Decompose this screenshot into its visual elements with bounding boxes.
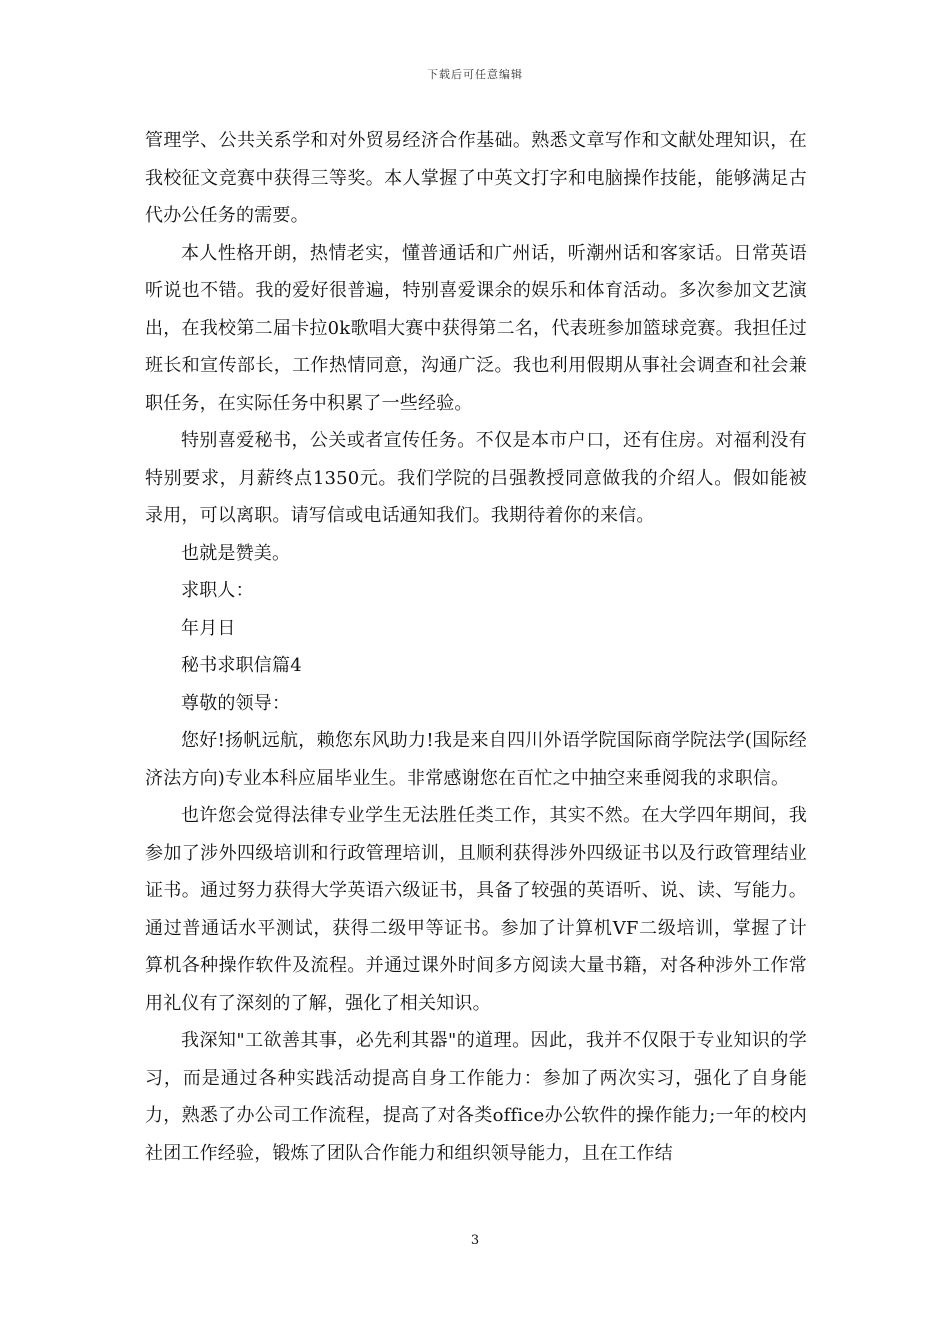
page-header: 下载后可任意编辑 — [427, 68, 523, 81]
paragraph: 也许您会觉得法律专业学生无法胜任类工作，其实不然。在大学四年期间，我参加了涉外四级培训和行政管理培训，且顺利获得涉外四级证书以及行政管理结业证书。通过努力获得大学英语六级证书，具备了较强的英语听、说、读、写能力。通过普通话水平测试，获得二级甲等证书。参加了计算机VF二级培训，掌握了计算机各种操作软件及流程。并通过课外时间多方阅读大量书籍，对各种涉外工作常用礼仪有了深刻的了解，强化了相关知识。 — [145, 805, 807, 1014]
paragraph: 本人性格开朗，热情老实，懂普通话和广州话，听潮州话和客家话。日常英语听说也不错。我的爱好很普遍，特别喜爱课余的娱乐和体育活动。多次参加文艺演出，在我校第二届卡拉0k歌唱大赛中获得第二名，代表班参加篮球竞赛。我担任过班长和宣传部长，工作热情同意，沟通广泛。我也利用假期从事社会调查和社会兼职任务，在实际任务中积累了一些经验。 — [145, 242, 807, 414]
paragraph: 我深知"工欲善其事，必先利其器"的道理。因此，我并不仅限于专业知识的学习，而是通过各种实践活动提高自身工作能力：参加了两次实习，强化了自身能力，熟悉了办公司工作流程，提高了对各类office办公软件的操作能力;一年的校内社团工作经验，锻炼了团队合作能力和组织领导能力，且在工作结 — [145, 1030, 807, 1164]
paragraph: 您好!扬帆远航，赖您东风助力!我是来自四川外语学院国际商学院法学(国际经济法方向)专业本科应届毕业生。非常感谢您在百忙之中抽空来垂阅我的求职信。 — [145, 730, 807, 789]
paragraph: 年月日 — [181, 617, 236, 639]
section-title: 秘书求职信篇4 — [181, 655, 302, 676]
document-body — [145, 122, 807, 1172]
page-number: 3 — [470, 1233, 480, 1248]
salutation: 尊敬的领导： — [181, 692, 291, 714]
paragraph: 管理学、公共关系学和对外贸易经济合作基础。熟悉文章写作和文献处理知识，在我校征文竞赛中获得三等奖。本人掌握了中英文打字和电脑操作技能，能够满足古代办公任务的需要。 — [145, 130, 807, 226]
paragraph: 特别喜爱秘书，公关或者宣传任务。不仅是本市户口，还有住房。对福利没有特别要求，月薪终点1350元。我们学院的吕强教授同意做我的介绍人。假如能被录用，可以离职。请写信或电话通知我们。我期待着你的来信。 — [145, 430, 807, 526]
paragraph: 求职人： — [181, 580, 254, 601]
paragraph: 也就是赞美。 — [181, 542, 291, 564]
